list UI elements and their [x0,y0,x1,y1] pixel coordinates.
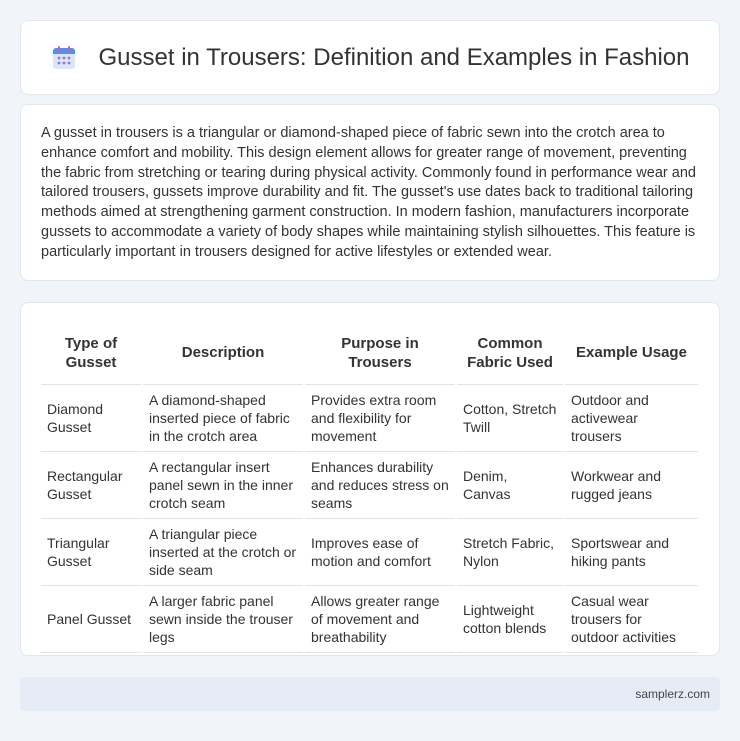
calendar-icon [51,45,77,71]
table-cell: Improves ease of motion and comfort [304,518,456,585]
footer-bar [20,677,720,711]
title-card [20,20,720,95]
page-title: Gusset in Trousers: Definition and Examples in Fashion [98,43,690,71]
table-cell: Casual wear trousers for outdoor activities [564,585,698,652]
table-cell: Provides extra room and flexibility for movement [304,384,456,451]
table-cell: Allows greater range of movement and breathability [304,585,456,652]
intro-paragraph: A gusset in trousers is a triangular or diamond-shaped piece of fabric sewn into the crotch area to enhance comfort and mobility. This design element allows for greater range of movement, preventing the fabric from stretching or tearing during physical activity. Commonly found in performance wear and tailored trousers, gussets improve durability and fit. The gusset's use dates back to traditional tailoring methods aimed at strengthening garment construction. In modern fashion, manufacturers incorporate gussets to accommodate a variety of body shapes while maintaining stylish silhouettes. This feature is particularly important in trousers designed for active lifestyles or extended wear. [41,125,696,260]
table-cell: Lightweight cotton blends [456,585,564,652]
table-cell: Diamond Gusset [41,384,142,451]
table-cell: Rectangular Gusset [41,451,142,518]
table-cell: A larger fabric panel sewn inside the trouser legs [142,585,304,652]
table-cell: A triangular piece inserted at the crotch or side seam [142,518,304,585]
table-row [41,384,698,451]
table-cell: A rectangular insert panel sewn in the inner crotch seam [142,451,304,518]
table-row [41,451,698,518]
table-row [41,585,698,652]
gusset-table [41,322,698,653]
table-cell: Denim, Canvas [456,451,564,518]
column-header: Purpose in Trousers [304,322,456,384]
table-cell: A diamond-shaped inserted piece of fabric in the crotch area [142,384,304,451]
column-header: Description [142,322,304,384]
column-header: Type of Gusset [41,322,142,384]
table-cell: Cotton, Stretch Twill [456,384,564,451]
table-cell: Outdoor and activewear trousers [564,384,698,451]
table-header-row [41,322,698,384]
table-cell: Triangular Gusset [41,518,142,585]
footer-site-link[interactable]: samplerz.com [635,687,710,701]
column-header: Common Fabric Used [456,322,564,384]
table-cell: Enhances durability and reduces stress on seams [304,451,456,518]
table-cell: Stretch Fabric, Nylon [456,518,564,585]
table-card [20,302,720,656]
table-cell: Workwear and rugged jeans [564,451,698,518]
table-cell: Panel Gusset [41,585,142,652]
column-header: Example Usage [564,322,698,384]
intro-card [20,104,720,281]
table-cell: Sportswear and hiking pants [564,518,698,585]
table-row [41,518,698,585]
